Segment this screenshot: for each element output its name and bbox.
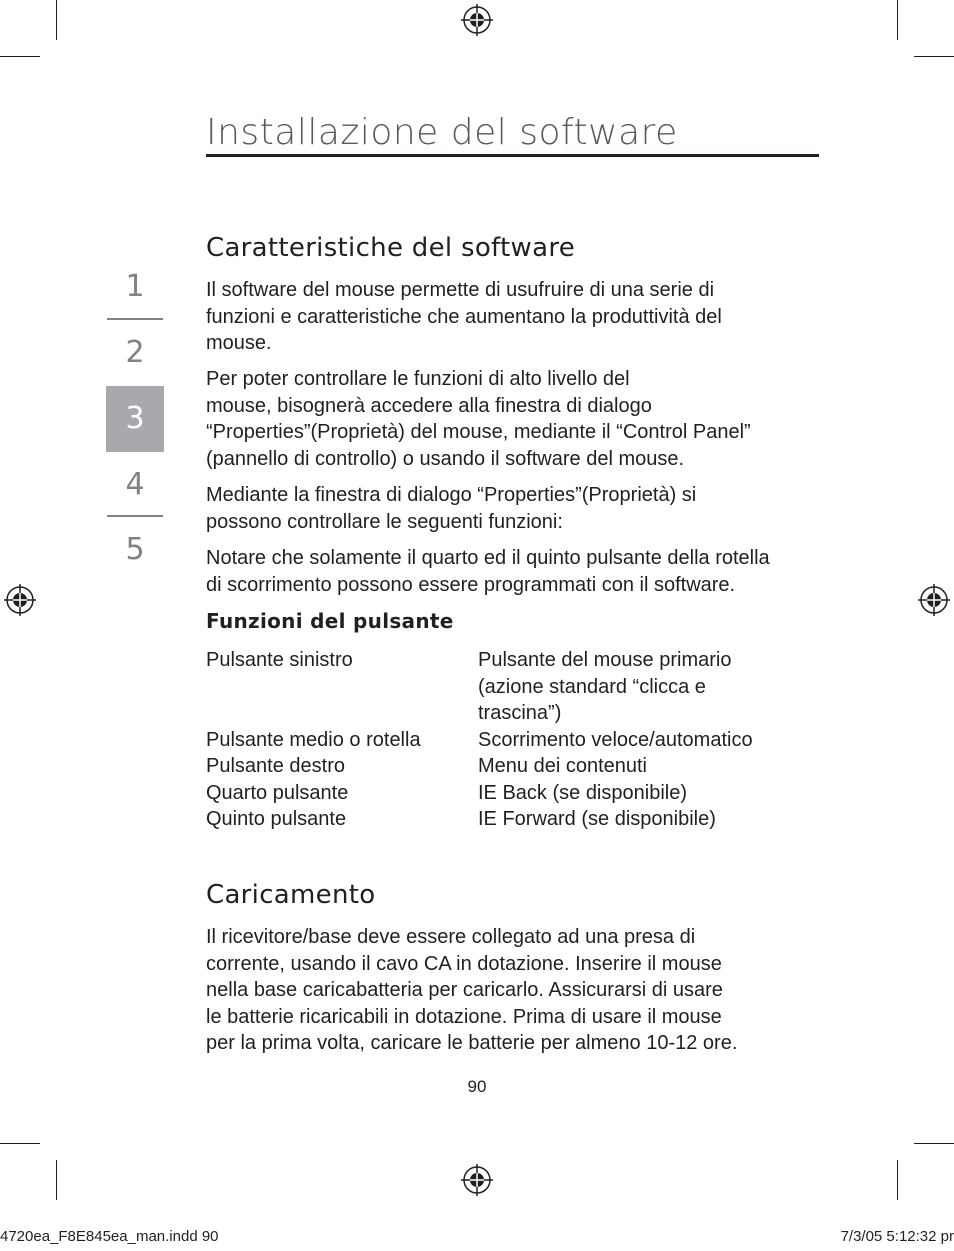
section-heading-features: Caratteristiche del software: [206, 233, 576, 263]
text-line: “Properties”(Proprietà) del mouse, mediante il “Control Panel”: [206, 421, 751, 443]
text-line: mouse, bisognerà accedere alla finestra di dialogo: [206, 394, 652, 417]
text-line: Notare che solamente il quarto ed il quinto pulsante della rotella: [206, 547, 770, 569]
table-cell-button: Pulsante destro: [206, 755, 345, 777]
table-cell-function: IE Forward (se disponibile): [478, 808, 716, 830]
registration-mark-icon: [918, 584, 950, 616]
text-line: per la prima volta, caricare le batterie per almeno 10-12 ore.: [206, 1032, 738, 1054]
table-cell-function: [478, 647, 731, 727]
page-number: 90: [467, 1077, 487, 1096]
table-cell-function: Menu dei contenuti: [478, 755, 648, 777]
subheading-button-functions: Funzioni del pulsante: [206, 609, 454, 633]
text-line: Mediante la finestra di dialogo “Properties”(Proprietà) si: [206, 484, 697, 506]
text-line: trascina”): [478, 702, 562, 724]
crop-mark: [56, 1160, 57, 1200]
crop-mark: [0, 1143, 40, 1144]
chapter-tab-3-active: 3: [106, 386, 164, 452]
registration-mark-icon: [4, 584, 36, 616]
chapter-tab-1: 1: [125, 269, 145, 304]
page-title: Installazione del software: [206, 112, 819, 157]
crop-mark: [897, 1160, 898, 1200]
text-line: Il software del mouse permette di usufruire di una serie di: [206, 279, 715, 301]
chapter-tab-2: 2: [125, 335, 145, 370]
paragraph: [206, 277, 821, 357]
crop-mark: [0, 56, 40, 57]
registration-mark-icon: [461, 4, 493, 36]
paragraph: [206, 366, 821, 472]
paragraph: [206, 545, 821, 598]
paragraph: [206, 924, 826, 1057]
table-cell-button: Pulsante sinistro: [206, 649, 353, 671]
print-slug-file: 4720ea_F8E845ea_man.indd 90: [0, 1228, 219, 1245]
table-cell-button: Quarto pulsante: [206, 782, 349, 804]
text-line: (azione standard “clicca e: [478, 675, 706, 698]
text-line: Pulsante del mouse primario: [478, 649, 732, 671]
text-line: funzioni e caratteristiche che aumentano la produttività del: [206, 305, 722, 328]
text-line: le batterie ricaricabili in dotazione. Prima di usare il mouse: [206, 1005, 722, 1028]
paragraph: [206, 482, 821, 535]
table-cell-function: Scorrimento veloce/automatico: [478, 729, 753, 751]
text-line: corrente, usando il cavo CA in dotazione. Inserire il mouse: [206, 952, 722, 975]
print-slug-datetime: 7/3/05 5:12:32 pr: [840, 1228, 954, 1245]
table-cell-button: Pulsante medio o rotella: [206, 729, 421, 751]
text-line: possono controllare le seguenti funzioni:: [206, 510, 563, 533]
text-line: Il ricevitore/base deve essere collegato ad una presa di: [206, 926, 696, 948]
section-heading-charging: Caricamento: [206, 880, 376, 910]
crop-mark: [897, 0, 898, 40]
crop-mark: [56, 0, 57, 40]
chapter-tab-4: 4: [125, 467, 145, 502]
text-line: (pannello di controllo) o usando il software del mouse.: [206, 447, 685, 470]
crop-mark: [914, 56, 954, 57]
text-line: Per poter controllare le funzioni di alto livello del: [206, 368, 630, 390]
chapter-tab-5: 5: [125, 532, 145, 567]
text-line: mouse.: [206, 332, 272, 354]
registration-mark-icon: [461, 1164, 493, 1196]
text-line: di scorrimento possono essere programmati con il software.: [206, 573, 736, 596]
table-cell-button: Quinto pulsante: [206, 808, 347, 830]
text-line: nella base caricabatteria per caricarlo. Assicurarsi di usare: [206, 979, 723, 1001]
table-cell-function: IE Back (se disponibile): [478, 782, 687, 804]
crop-mark: [914, 1143, 954, 1144]
